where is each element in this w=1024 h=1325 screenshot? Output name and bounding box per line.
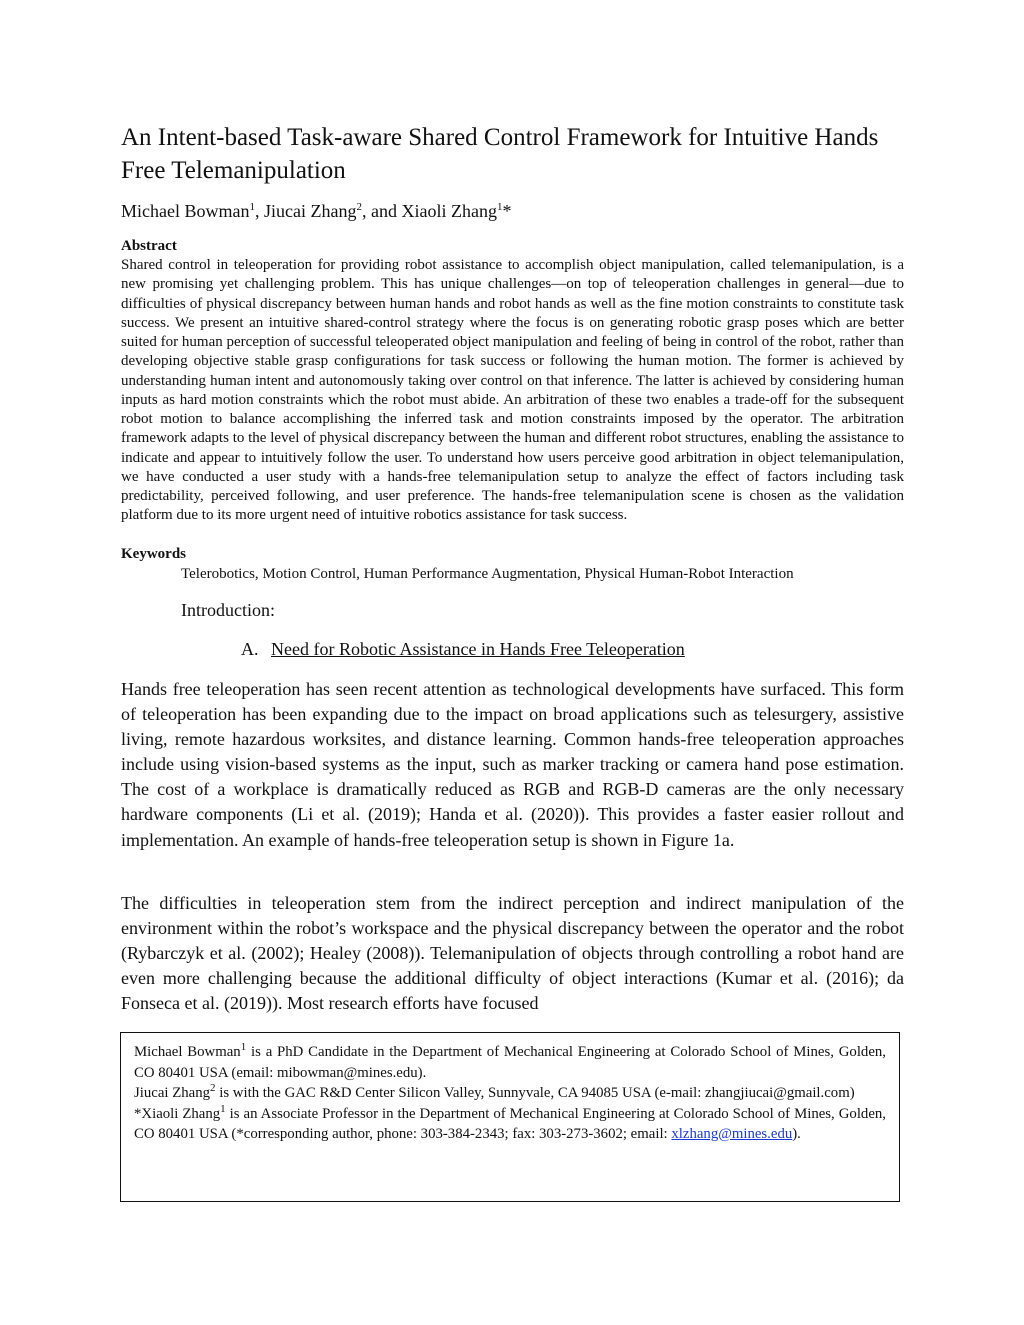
author-separator: , and (361, 201, 402, 221)
subsection-heading (241, 637, 685, 661)
footnote-author-1-name: Michael Bowman (134, 1044, 241, 1060)
footnote-author-1-text: is a PhD Candidate in the Department of Mechanical Engineering at Colorado School of Mines, Golden, CO 80401 USA (email: mibowman@mines.edu). (134, 1044, 886, 1081)
footnote-author-1 (134, 1042, 886, 1083)
body-paragraph: The difficulties in teleoperation stem from the indirect perception and indirect manipulation of the environment within the robot’s workspace and the physical discrepancy between the operator and the robot (Rybarczyk et al. (2002); Healey (2008)). Telemanipulation of objects through controlling a robot hand are even more challenging because the additional difficulty of object interactions (Kumar et al. (2016); da Fonseca et al. (2019)). Most research efforts have focused (121, 893, 904, 1014)
body-paragraph: Hands free teleoperation has seen recent attention as technological developments have surfaced. This form of teleoperation has been expanding due to the impact on broad applications such as telesurgery, assistive living, remote hazardous worksites, and distance learning. Common hands-free teleoperation approaches include using vision-based systems as the input, such as marker tracking or camera hand pose estimation. The cost of a workplace is dramatically reduced as RGB and RGB-D cameras are the only necessary hardware components (Li et al. (2019); Handa et al. (2020)). This provides a faster easier rollout and implementation. An example of hands-free teleoperation setup is shown in Figure 1a. (121, 679, 904, 850)
abstract-text: Shared control in teleoperation for providing robot assistance to accomplish object manipulation, called telemanipulation, is a new promising yet challenging problem. This has unique challenges—on top of teleoperation challenges in general—due to difficulties of physical discrepancy between human hands and robot hands as well as the fine motion constraints to constitute task success. We present an intuitive shared-control strategy where the focus is on generating robotic grasp poses which are better suited for human perception of successful teleoperated object manipulation and feeling of being in control of the robot, rather than developing objective stable grasp configurations for task success or following the human motion. The former is achieved by understanding human intent and autonomously taking over control on that inference. The latter is achieved by considering human inputs as hard motion constraints which the robot must abide. An arbitration of these two enables a trade-off for the subsequent robot motion to balance accomplishing the inferred task and motion constraints imposed by the operator. The arbitration framework adapts to the level of physical discrepancy between the human and different robot structures, enabling the assistance to indicate and appear to intuitively follow the user. To understand how users perceive good arbitration in object telemanipulation, we have conducted a user study with a hands-free telemanipulation setup to analyze the effect of factors including task predictability, perceived following, and user preference. The hands-free telemanipulation scene is chosen as the validation platform due to its more urgent need of intuitive robotics assistance for task success. (121, 257, 904, 524)
author-footnote-box (120, 1032, 900, 1202)
author-line (121, 198, 921, 224)
author-3-affiliation: 1 (496, 201, 503, 213)
subsection-number: A. (241, 639, 259, 659)
keywords-heading: Keywords (121, 546, 186, 562)
footnote-author-1-affiliation: 1 (240, 1041, 247, 1054)
footnote-author-3 (134, 1104, 886, 1145)
keywords-text: Telerobotics, Motion Control, Human Performance Augmentation, Physical Human-Robot Interaction (181, 566, 794, 582)
footnote-author-3-name: *Xiaoli Zhang (134, 1105, 221, 1122)
corresponding-author-mark: * (502, 201, 512, 221)
footnote-author-2-text: is with the GAC R&D Center Silicon Valley, Sunnyvale, CA 94085 USA (e-mail: zhangjiucai@gmail.com) (215, 1085, 855, 1101)
footnote-author-3-text: is an Associate Professor in the Department of Mechanical Engineering at Colorado School of Mines, Golden, CO 80401 USA (*corresponding author, phone: 303-384-2343; fax: 303-273-3602; email: (134, 1105, 886, 1142)
paper-title: An Intent-based Task-aware Shared Control Framework for Intuitive Hands Free Telemanipulation (121, 124, 879, 184)
author-2-affiliation: 2 (356, 201, 362, 213)
footnote-author-2 (134, 1083, 886, 1104)
author-separator: , (254, 201, 264, 221)
author-1-affiliation: 1 (249, 201, 255, 213)
subsection-title: Need for Robotic Assistance in Hands Free Teleoperation (271, 639, 685, 659)
footnote-author-2-name: Jiucai Zhang (134, 1085, 211, 1101)
author-1-name: Michael Bowman (121, 201, 250, 221)
corresponding-email-link[interactable]: xlzhang@mines.edu (671, 1126, 793, 1142)
footnote-author-3-affiliation: 1 (220, 1102, 226, 1115)
author-3-name: Xiaoli Zhang (401, 201, 497, 221)
author-2-name: Jiucai Zhang (263, 201, 357, 221)
abstract-heading: Abstract (121, 238, 177, 254)
footnote-author-2-affiliation: 2 (210, 1082, 216, 1095)
introduction-heading: Introduction: (181, 600, 275, 620)
footnote-author-3-end: ). (792, 1126, 801, 1142)
